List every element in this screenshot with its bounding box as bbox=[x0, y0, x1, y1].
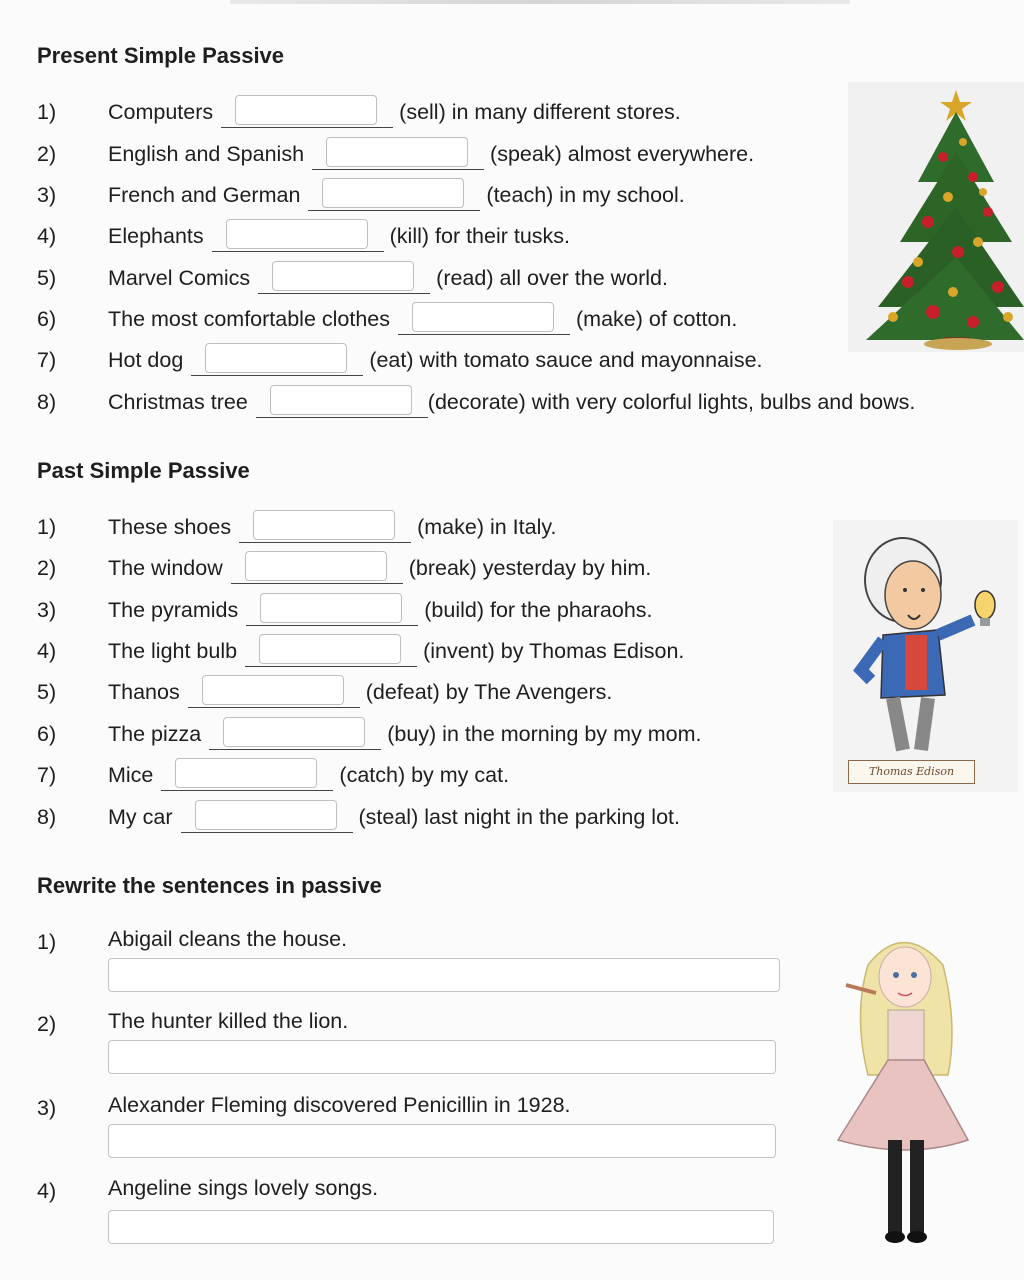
item-number: 8) bbox=[37, 805, 57, 829]
item-rest: (read) all over the world. bbox=[436, 266, 668, 290]
rewrite-sentence: The hunter killed the lion. bbox=[108, 1009, 349, 1033]
item-rest: (make) in Italy. bbox=[417, 515, 557, 539]
item-subject: These shoes bbox=[108, 515, 232, 539]
present-item-4 bbox=[108, 221, 570, 252]
item-subject: The most comfortable clothes bbox=[108, 307, 391, 331]
item-rest: (invent) by Thomas Edison. bbox=[423, 639, 685, 663]
item-number: 5) bbox=[37, 266, 57, 290]
item-number: 1) bbox=[37, 515, 57, 539]
item-rest: (steal) last night in the parking lot. bbox=[358, 805, 680, 829]
item-rest: (build) for the pharaohs. bbox=[424, 598, 653, 622]
item-subject: Marvel Comics bbox=[108, 266, 251, 290]
rewrite-sentence: Angeline sings lovely songs. bbox=[108, 1176, 379, 1200]
answer-blank[interactable] bbox=[191, 345, 363, 376]
item-subject: Hot dog bbox=[108, 348, 184, 372]
item-number: 3) bbox=[37, 1096, 57, 1120]
past-item-4 bbox=[108, 636, 684, 667]
answer-blank[interactable] bbox=[246, 595, 418, 626]
present-item-7 bbox=[108, 345, 763, 376]
item-subject: The light bulb bbox=[108, 639, 238, 663]
present-item-8 bbox=[108, 387, 915, 418]
answer-blank[interactable] bbox=[161, 760, 333, 791]
item-rest: (catch) by my cat. bbox=[339, 763, 510, 787]
answer-blank[interactable] bbox=[221, 97, 393, 128]
item-number: 6) bbox=[37, 307, 57, 331]
section-title-present: Present Simple Passive bbox=[37, 43, 285, 68]
item-rest: (break) yesterday by him. bbox=[408, 556, 652, 580]
edison-figure-icon bbox=[833, 520, 1018, 792]
item-subject: The pyramids bbox=[108, 598, 239, 622]
item-subject: Mice bbox=[108, 763, 154, 787]
section-title-past: Past Simple Passive bbox=[37, 458, 250, 483]
past-item-7 bbox=[108, 760, 509, 791]
past-item-5 bbox=[108, 677, 612, 708]
rewrite-answer-box-3[interactable] bbox=[108, 1124, 776, 1158]
present-item-5 bbox=[108, 263, 668, 294]
item-rest: (decorate) with very colorful lights, bulbs and bows. bbox=[427, 390, 916, 414]
item-number: 1) bbox=[37, 100, 57, 124]
item-number: 4) bbox=[37, 224, 57, 248]
item-number: 5) bbox=[37, 680, 57, 704]
item-rest: (sell) in many different stores. bbox=[399, 100, 681, 124]
answer-blank[interactable] bbox=[398, 304, 570, 335]
thomas-edison-image bbox=[833, 520, 1018, 792]
item-number: 7) bbox=[37, 763, 57, 787]
answer-blank[interactable] bbox=[258, 263, 430, 294]
answer-blank[interactable] bbox=[245, 636, 417, 667]
answer-blank[interactable] bbox=[212, 221, 384, 252]
item-number: 3) bbox=[37, 598, 57, 622]
item-number: 2) bbox=[37, 142, 57, 166]
present-item-1 bbox=[108, 97, 681, 128]
answer-blank[interactable] bbox=[188, 677, 360, 708]
item-subject: Computers bbox=[108, 100, 214, 124]
past-item-3 bbox=[108, 595, 653, 626]
answer-blank[interactable] bbox=[312, 139, 484, 170]
item-rest: (kill) for their tusks. bbox=[389, 224, 571, 248]
item-rest: (eat) with tomato sauce and mayonnaise. bbox=[369, 348, 763, 372]
present-item-2 bbox=[108, 139, 754, 170]
item-number: 4) bbox=[37, 1179, 57, 1203]
item-subject: Thanos bbox=[108, 680, 180, 704]
item-subject: French and German bbox=[108, 183, 301, 207]
answer-blank[interactable] bbox=[209, 719, 381, 750]
item-number: 6) bbox=[37, 722, 57, 746]
rewrite-answer-box-4[interactable] bbox=[108, 1210, 774, 1244]
answer-blank[interactable] bbox=[308, 180, 480, 211]
item-rest: (defeat) by The Avengers. bbox=[365, 680, 613, 704]
girl-illustration bbox=[818, 925, 998, 1255]
item-number: 2) bbox=[37, 1012, 57, 1036]
item-number: 1) bbox=[37, 930, 57, 954]
answer-blank[interactable] bbox=[181, 802, 353, 833]
item-subject: My car bbox=[108, 805, 173, 829]
item-number: 7) bbox=[37, 348, 57, 372]
past-item-1 bbox=[108, 512, 557, 543]
past-item-6 bbox=[108, 719, 701, 750]
rewrite-answer-box-1[interactable] bbox=[108, 958, 780, 992]
rewrite-answer-box-2[interactable] bbox=[108, 1040, 776, 1074]
item-number: 4) bbox=[37, 639, 57, 663]
past-item-2 bbox=[108, 553, 651, 584]
item-rest: (buy) in the morning by my mom. bbox=[387, 722, 702, 746]
answer-blank[interactable] bbox=[239, 512, 411, 543]
rewrite-sentence: Alexander Fleming discovered Penicillin in 1928. bbox=[108, 1093, 571, 1117]
item-rest: (teach) in my school. bbox=[486, 183, 685, 207]
item-rest: (make) of cotton. bbox=[576, 307, 738, 331]
present-item-6 bbox=[108, 304, 737, 335]
item-rest: (speak) almost everywhere. bbox=[490, 142, 755, 166]
item-number: 8) bbox=[37, 390, 57, 414]
rewrite-sentence: Abigail cleans the house. bbox=[108, 927, 348, 951]
answer-blank[interactable] bbox=[231, 553, 403, 584]
item-subject: The window bbox=[108, 556, 223, 580]
present-item-3 bbox=[108, 180, 685, 211]
item-number: 3) bbox=[37, 183, 57, 207]
page-top-edge bbox=[230, 0, 850, 4]
answer-blank[interactable] bbox=[256, 387, 428, 418]
item-number: 2) bbox=[37, 556, 57, 580]
item-subject: Christmas tree bbox=[108, 390, 248, 414]
christmas-tree-image bbox=[848, 82, 1024, 352]
edison-name-plaque: Thomas Edison bbox=[848, 760, 975, 784]
item-subject: Elephants bbox=[108, 224, 204, 248]
item-subject: English and Spanish bbox=[108, 142, 305, 166]
past-item-8 bbox=[108, 802, 680, 833]
section-title-rewrite: Rewrite the sentences in passive bbox=[37, 873, 382, 898]
item-subject: The pizza bbox=[108, 722, 202, 746]
